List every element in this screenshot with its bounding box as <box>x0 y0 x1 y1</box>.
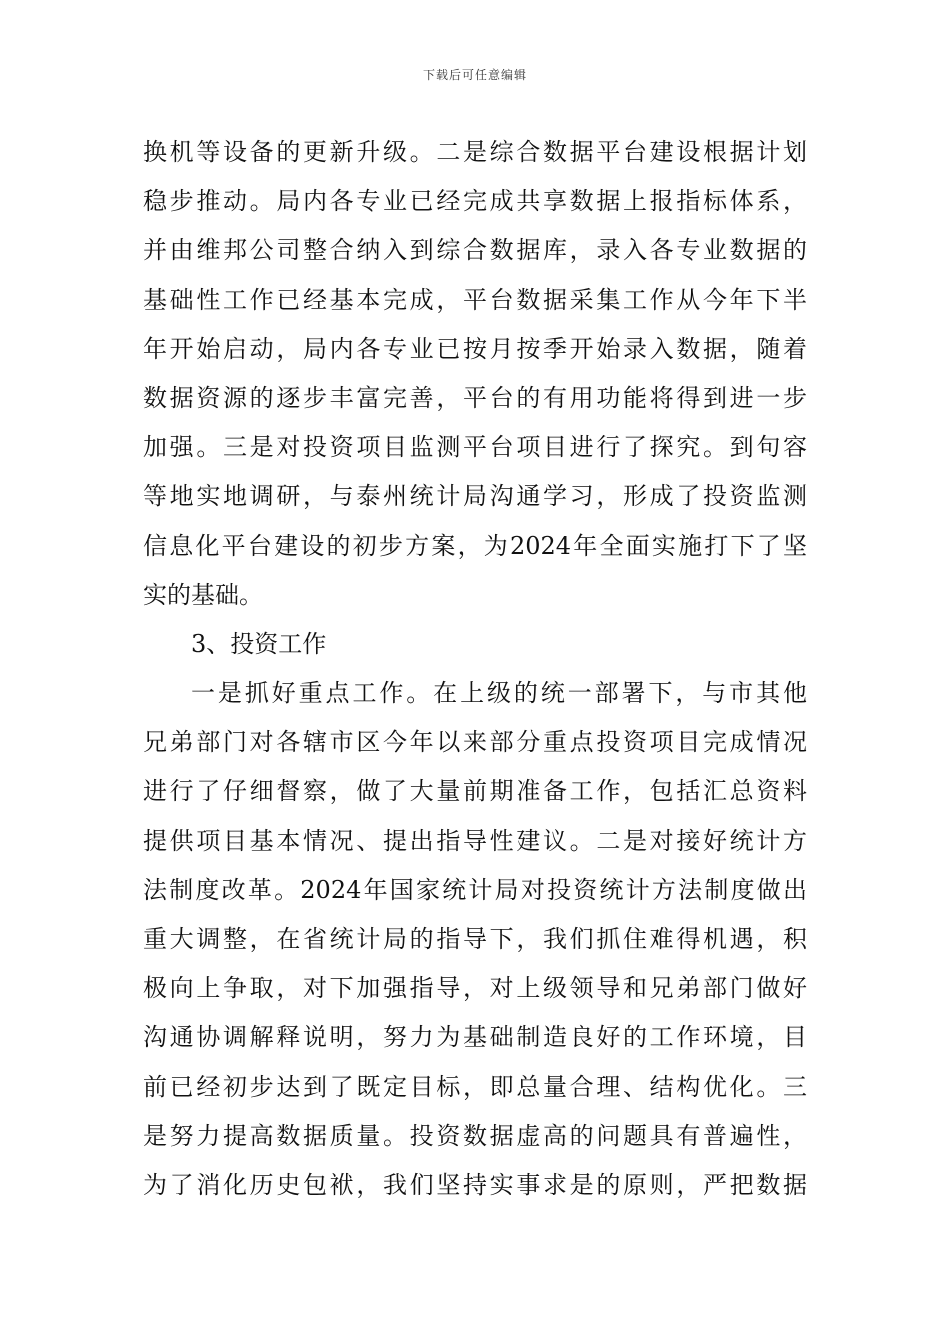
text-line: 兄弟部门对各辖市区今年以来部分重点投资项目完成情况 <box>143 728 807 757</box>
text-line: 换机等设备的更新升级。二是综合数据平台建设根据计划 <box>143 138 807 166</box>
text-line: 信息化平台建设的初步方案，为2024年全面实施打下了坚 <box>143 531 807 560</box>
text-line: 实的基础。 <box>143 580 263 609</box>
text-line: 重大调整，在省统计局的指导下，我们抓住难得机遇，积 <box>143 925 807 953</box>
text-line: 前已经初步达到了既定目标，即总量合理、结构优化。三 <box>143 1072 807 1101</box>
text-line: 沟通协调解释说明，努力为基础制造良好的工作环境，目 <box>143 1023 807 1052</box>
text-line: 数据资源的逐步丰富完善，平台的有用功能将得到进一步 <box>143 383 807 412</box>
text-line: 法制度改革。2024年国家统计局对投资统计方法制度做出 <box>143 875 807 904</box>
text-line: 并由维邦公司整合纳入到综合数据库，录入各专业数据的 <box>143 236 807 265</box>
text-line: 一是抓好重点工作。在上级的统一部署下，与市其他 <box>191 679 807 708</box>
text-line: 等地实地调研，与泰州统计局沟通学习，形成了投资监测 <box>143 482 807 511</box>
document-body <box>143 128 807 1210</box>
text-line: 为了消化历史包袱，我们坚持实事求是的原则，严把数据 <box>143 1170 807 1199</box>
text-line: 加强。三是对投资项目监测平台项目进行了探究。到句容 <box>143 433 807 462</box>
section-heading: 3、投资工作 <box>191 629 327 658</box>
text-line: 年开始启动，局内各专业已按月按季开始录入数据，随着 <box>143 334 807 363</box>
page-header-note: 下载后可任意编辑 <box>422 68 527 82</box>
text-line: 是努力提高数据质量。投资数据虚高的问题具有普遍性， <box>143 1121 807 1150</box>
text-line: 基础性工作已经基本完成，平台数据采集工作从今年下半 <box>143 285 807 314</box>
text-line: 稳步推动。局内各专业已经完成共享数据上报指标体系， <box>143 187 807 216</box>
text-line: 极向上争取，对下加强指导，对上级领导和兄弟部门做好 <box>143 974 807 1003</box>
text-line: 提供项目基本情况、提出指导性建议。二是对接好统计方 <box>143 826 807 855</box>
text-line: 进行了仔细督察，做了大量前期准备工作，包括汇总资料 <box>143 777 807 806</box>
